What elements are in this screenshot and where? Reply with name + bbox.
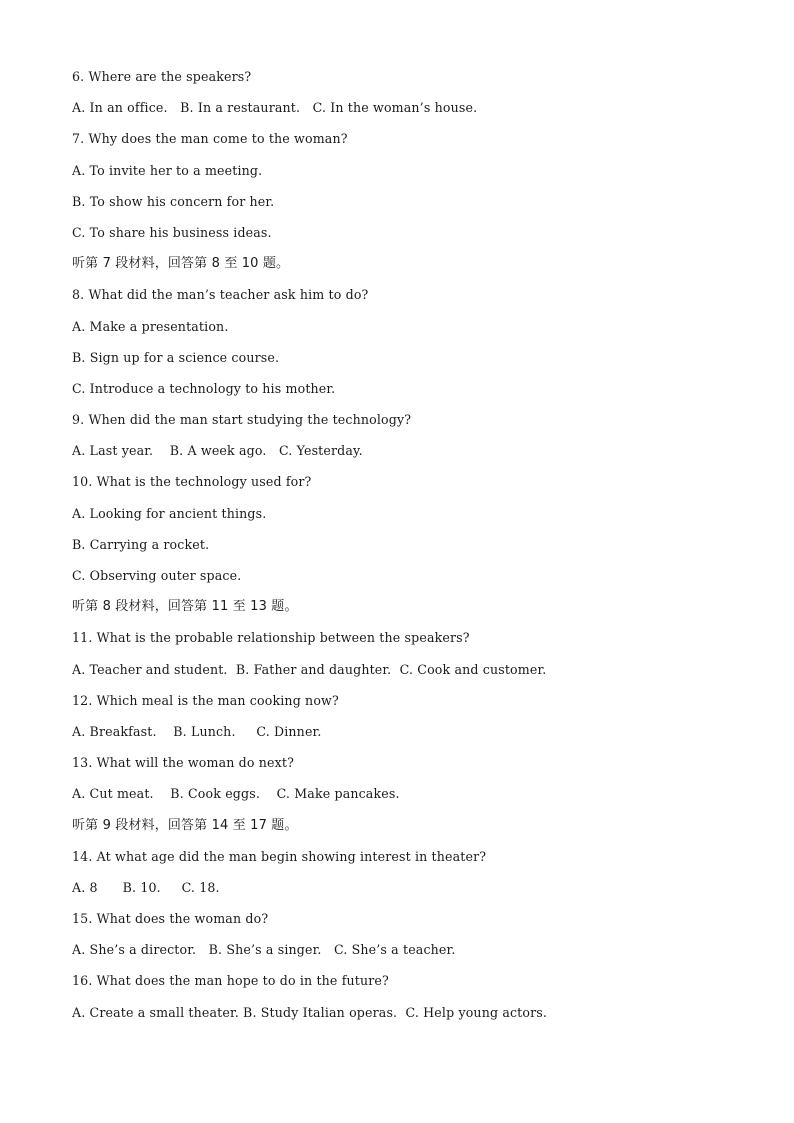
question-13: 13. What will the woman do next? xyxy=(72,755,295,771)
question-14-options: A. 8 B. 10. C. 18. xyxy=(72,879,220,895)
question-6-options: A. In an office. B. In a restaurant. C. In the woman’s house. xyxy=(72,100,478,116)
question-10: 10. What is the technology used for? xyxy=(72,474,312,490)
section-heading-8: 听第 8 段材料，回答第 11 至 13 题。 xyxy=(72,599,298,615)
question-7: 7. Why does the man come to the woman? xyxy=(72,131,348,147)
question-7-option-c: C. To share his business ideas. xyxy=(72,224,272,240)
question-15-options: A. She’s a director. B. She’s a singer. C. She’s a teacher. xyxy=(72,942,456,958)
section-heading-9: 听第 9 段材料，回答第 14 至 17 题。 xyxy=(72,817,298,833)
question-9: 9. When did the man start studying the technology? xyxy=(72,412,412,428)
question-10-option-c: C. Observing outer space. xyxy=(72,568,242,583)
question-11: 11. What is the probable relationship between the speakers? xyxy=(72,630,470,646)
question-7-option-a: A. To invite her to a meeting. xyxy=(72,162,263,178)
question-11-options: A. Teacher and student. B. Father and daughter. C. Cook and customer. xyxy=(72,661,547,677)
section-heading-7: 听第 7 段材料，回答第 8 至 10 题。 xyxy=(72,256,290,272)
question-12-options: A. Breakfast. B. Lunch. C. Dinner. xyxy=(72,723,322,739)
question-6: 6. Where are the speakers? xyxy=(72,69,252,84)
question-7-option-b: B. To show his concern for her. xyxy=(72,193,275,209)
question-list xyxy=(72,66,752,1033)
question-16: 16. What does the man hope to do in the future? xyxy=(72,973,389,989)
question-8-option-a: A. Make a presentation. xyxy=(72,318,229,334)
question-9-options: A. Last year. B. A week ago. C. Yesterday. xyxy=(72,443,363,459)
question-8-option-c: C. Introduce a technology to his mother. xyxy=(72,380,336,396)
question-10-option-a: A. Looking for ancient things. xyxy=(72,505,267,521)
question-16-options: A. Create a small theater. B. Study Italian operas. C. Help young actors. xyxy=(72,1004,548,1020)
question-13-options: A. Cut meat. B. Cook eggs. C. Make pancakes. xyxy=(72,786,400,802)
question-8: 8. What did the man’s teacher ask him to do? xyxy=(72,287,369,303)
question-8-option-b: B. Sign up for a science course. xyxy=(72,349,280,365)
question-14: 14. At what age did the man begin showing interest in theater? xyxy=(72,848,487,864)
question-12: 12. Which meal is the man cooking now? xyxy=(72,692,339,708)
question-10-option-b: B. Carrying a rocket. xyxy=(72,536,210,552)
question-15: 15. What does the woman do? xyxy=(72,911,269,927)
